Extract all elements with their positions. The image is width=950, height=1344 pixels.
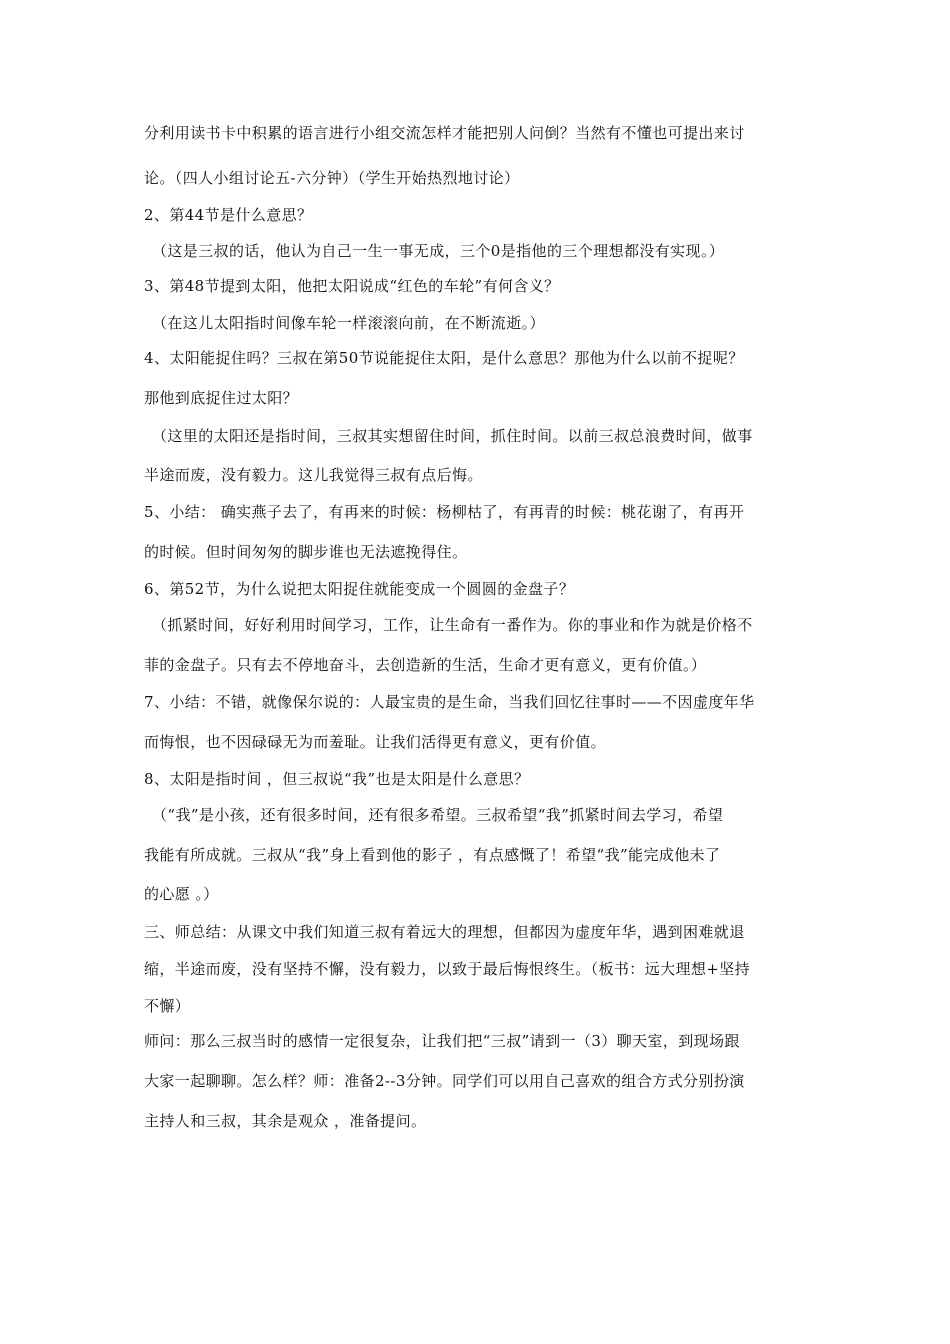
text-line: 主持人和三叔，其余是观众 ，准备提问。 bbox=[144, 1112, 427, 1130]
text-line: 4、太阳能捉住吗？三叔在第50节说能捉住太阳，是什么意思？那他为什么以前不捉呢？ bbox=[144, 349, 744, 367]
text-line: （这是三叔的话，他认为自己一生一事无成，三个0是指他的三个理想都没有实现。） bbox=[152, 242, 725, 260]
text-line: 不懈） bbox=[144, 997, 191, 1015]
text-line: 三、师总结：从课文中我们知道三叔有着远大的理想，但都因为虚度年华，遇到困难就退 bbox=[144, 923, 745, 941]
text-line: 8、太阳是指时间 ，但三叔说“我”也是太阳是什么意思？ bbox=[144, 770, 530, 788]
text-line: 大家一起聊聊。怎么样？师：准备2--3分钟。同学们可以用自己喜欢的组合方式分别扮演 bbox=[144, 1072, 745, 1090]
text-line: （这里的太阳还是指时间，三叔其实想留住时间，抓住时间。以前三叔总浪费时间，做事 bbox=[152, 427, 753, 445]
text-line: 而悔恨，也不因碌碌无为而羞耻。让我们活得更有意义，更有价值。 bbox=[144, 733, 607, 751]
text-line: 那他到底捉住过太阳？ bbox=[144, 389, 299, 407]
text-line: （抓紧时间，好好利用时间学习，工作，让生命有一番作为。你的事业和作为就是价格不 bbox=[152, 616, 753, 634]
text-line: 3、第48节提到太阳，他把太阳说成“红色的车轮”有何含义？ bbox=[144, 277, 560, 295]
text-line: 我能有所成就。三叔从“我”身上看到他的影子 ，有点感慨了！希望“我”能完成他未了 bbox=[144, 846, 721, 864]
text-line: （在这儿太阳指时间像车轮一样滚滚向前，在不断流逝。） bbox=[152, 314, 545, 332]
text-line: 7、小结：不错，就像保尔说的：人最宝贵的是生命，当我们回忆往事时——不因虚度年华 bbox=[144, 693, 755, 711]
text-line: 师问：那么三叔当时的感情一定很复杂，让我们把“三叔”请到一（3）聊天室，到现场跟 bbox=[144, 1032, 740, 1050]
text-line: 菲的金盘子。只有去不停地奋斗，去创造新的生活，生命才更有意义，更有价值。） bbox=[144, 656, 707, 674]
text-line: 6、第52节，为什么说把太阳捉住就能变成一个圆圆的金盘子？ bbox=[144, 580, 575, 598]
text-line: （“我”是小孩，还有很多时间，还有很多希望。三叔希望“我”抓紧时间去学习，希望 bbox=[152, 806, 724, 824]
text-line: 缩，半途而废，没有坚持不懈，没有毅力，以致于最后悔恨终生。（板书：远大理想+坚持 bbox=[144, 960, 751, 978]
text-line: 5、小结： 确实燕子去了，有再来的时候：杨柳枯了，有再青的时候：桃花谢了，有再开 bbox=[144, 503, 745, 521]
text-line: 的时候。但时间匆匆的脚步谁也无法遮挽得住。 bbox=[144, 543, 468, 561]
text-line: 2、第44节是什么意思？ bbox=[144, 206, 313, 224]
text-line: 论。（四人小组讨论五-六分钟）（学生开始热烈地讨论） bbox=[144, 169, 520, 187]
text-line: 分利用读书卡中积累的语言进行小组交流怎样才能把别人问倒？当然有不懂也可提出来讨 bbox=[144, 124, 745, 142]
text-line: 半途而废，没有毅力。这儿我觉得三叔有点后悔。 bbox=[144, 466, 483, 484]
text-line: 的心愿 。） bbox=[144, 885, 219, 903]
